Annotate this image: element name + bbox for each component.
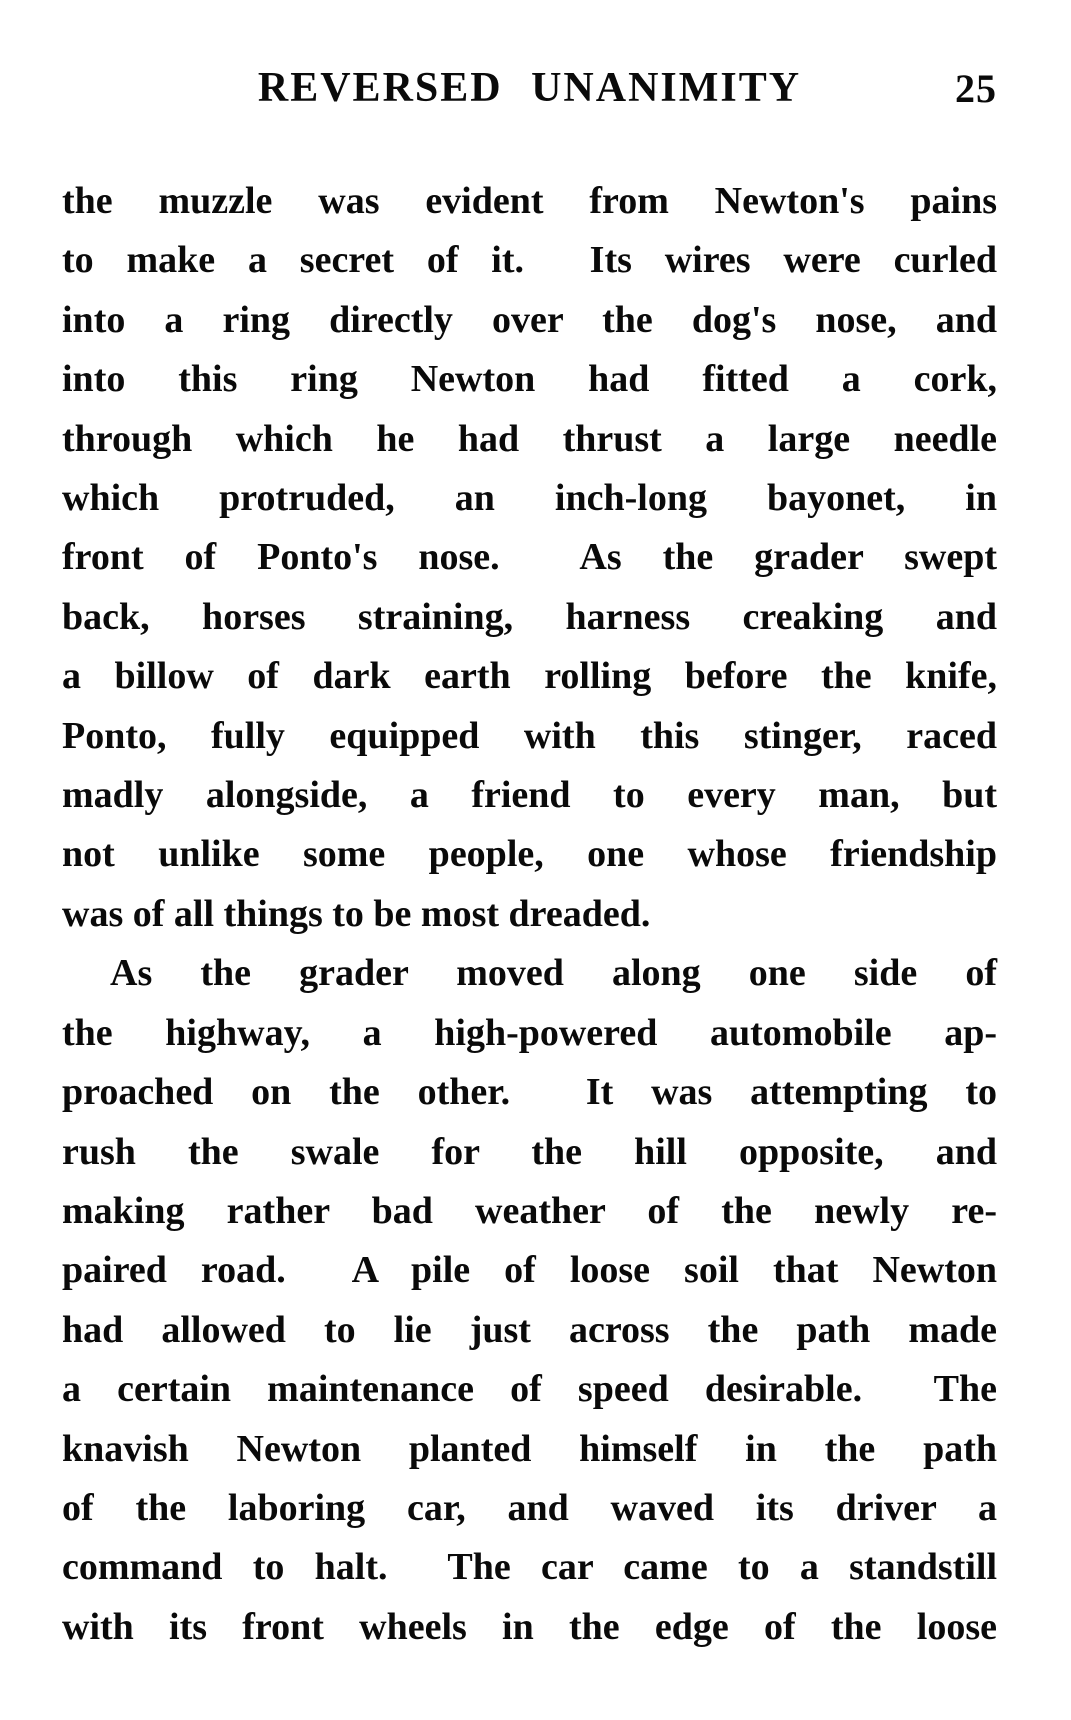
text-line: As the grader moved along one side of	[110, 952, 997, 995]
text-line: through which he had thrust a large needle	[62, 417, 997, 460]
text-line: not unlike some people, one whose friendship	[62, 833, 997, 876]
text-line: a certain maintenance of speed desirable. The	[62, 1368, 997, 1411]
text-line: the highway, a high-powered automobile ap-	[62, 1011, 997, 1054]
page-body	[62, 172, 997, 1657]
text-line: madly alongside, a friend to every man, but	[62, 774, 997, 817]
text-line: knavish Newton planted himself in the path	[62, 1427, 997, 1470]
text-line: making rather bad weather of the newly re-	[62, 1189, 997, 1232]
text-line: had allowed to lie just across the path made	[62, 1308, 997, 1351]
text-line: which protruded, an inch-long bayonet, in	[62, 477, 997, 520]
text-line: the muzzle was evident from Newton's pains	[62, 180, 997, 222]
text-line: of the laboring car, and waved its driver a	[62, 1486, 997, 1529]
text-line: front of Ponto's nose. As the grader swept	[62, 536, 997, 579]
page-number: 25	[955, 66, 997, 111]
text-line: was of all things to be most dreaded.	[62, 892, 651, 935]
page-header	[62, 64, 997, 112]
text-line: Ponto, fully equipped with this stinger, raced	[62, 714, 997, 757]
text-line: proached on the other. It was attempting to	[62, 1071, 997, 1114]
text-line: into a ring directly over the dog's nose, and	[62, 298, 997, 341]
text-line: to make a secret of it. Its wires were curled	[62, 239, 997, 282]
text-line: paired road. A pile of loose soil that Newton	[62, 1249, 997, 1292]
text-line: back, horses straining, harness creaking and	[62, 595, 997, 638]
text-line: with its front wheels in the edge of the loose	[62, 1605, 997, 1648]
text-line: a billow of dark earth rolling before the knife,	[62, 655, 997, 698]
text-line: into this ring Newton had fitted a cork,	[62, 358, 997, 401]
running-head-title: REVERSED UNANIMITY	[257, 65, 802, 111]
text-line: rush the swale for the hill opposite, and	[62, 1130, 997, 1173]
text-line: command to halt. The car came to a standstill	[62, 1546, 997, 1589]
